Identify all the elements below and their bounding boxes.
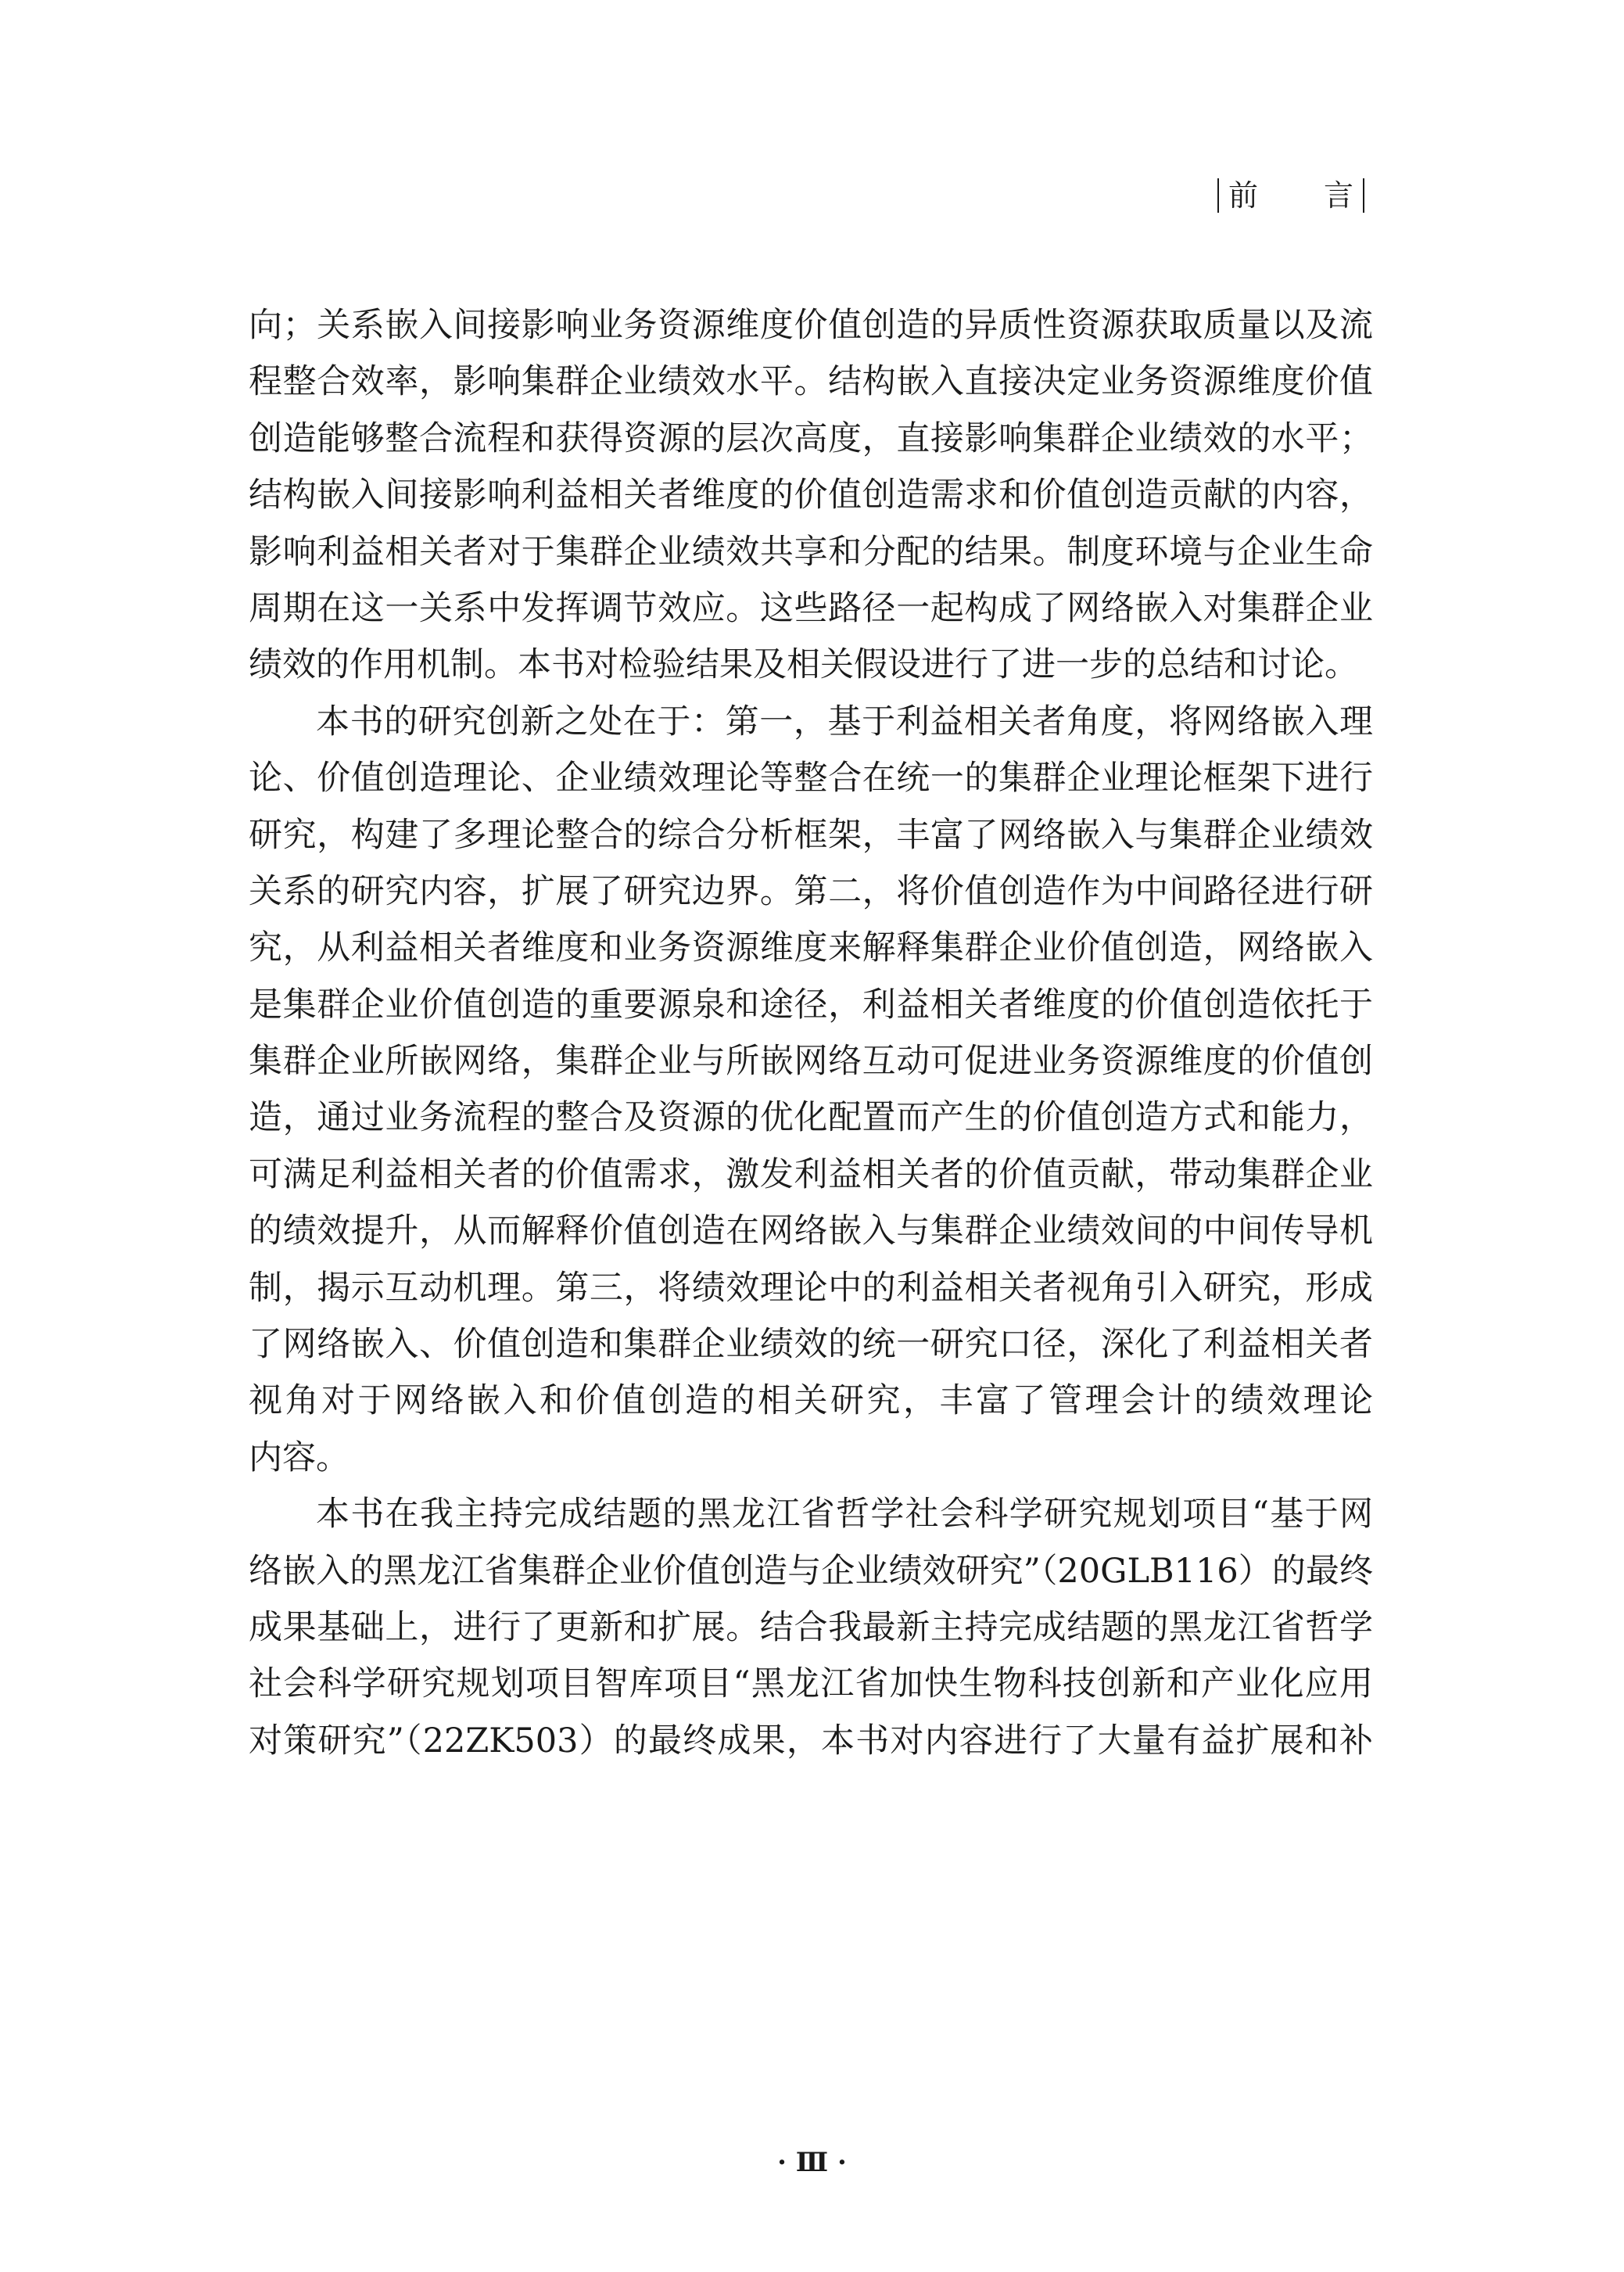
text-line: 向；关系嵌入间接影响业务资源维度价值创造的异质性资源获取质量以及流 [249,306,1373,345]
text-line: 内容。 [249,1437,350,1477]
text-line: 制，揭示互动机理。第三，将绩效理论中的利益相关者视角引入研究，形成 [249,1268,1373,1308]
running-header [1217,174,1364,217]
text-line: 社会科学研究规划项目智库项目“黑龙江省加快生物科技创新和产业化应用 [249,1664,1373,1704]
paragraph [249,1486,1373,1769]
text-line: 影响利益相关者对于集群企业绩效共享和分配的结果。制度环境与企业生命 [249,532,1373,572]
text-line: 可满足利益相关者的价值需求，激发利益相关者的价值贡献，带动集群企业 [249,1154,1373,1194]
text-line: 本书的研究创新之处在于：第一，基于利益相关者角度，将网络嵌入理 [316,702,1373,741]
text-line: 造，通过业务流程的整合及资源的优化配置而产生的价值创造方式和能力， [249,1098,1373,1138]
text-line: 研究，构建了多理论整合的综合分析框架，丰富了网络嵌入与集群企业绩效 [249,815,1373,855]
text-line: 创造能够整合流程和获得资源的层次高度，直接影响集群企业绩效的水平； [249,418,1373,458]
text-line: 的绩效提升，从而解释价值创造在网络嵌入与集群企业绩效间的中间传导机 [249,1211,1373,1251]
header-right-rule [1363,178,1364,213]
text-line: 了网络嵌入、价值创造和集群企业绩效的统一研究口径，深化了利益相关者 [249,1325,1373,1365]
text-line: 关系的研究内容，扩展了研究边界。第二，将价值创造作为中间路径进行研 [249,871,1373,911]
text-line: 周期在这一关系中发挥调节效应。这些路径一起构成了网络嵌入对集群企业 [249,588,1373,628]
text-line: 程整合效率，影响集群企业绩效水平。结构嵌入直接决定业务资源维度价值 [249,362,1373,402]
text-line: 对策研究”（22ZK503）的最终成果，本书对内容进行了大量有益扩展和补 [249,1721,1373,1761]
text-line: 成果基础上，进行了更新和扩展。结合我最新主持完成结题的黑龙江省哲学 [249,1607,1373,1647]
paragraph [249,694,1373,1486]
header-title: 前 言 [1228,178,1353,213]
page-number: · Ⅲ · [777,2147,847,2178]
text-line: 本书在我主持完成结题的黑龙江省哲学社会科学研究规划项目“基于网 [316,1495,1373,1534]
text-line: 络嵌入的黑龙江省集群企业价值创造与企业绩效研究”（20GLB116）的最终 [249,1551,1373,1591]
text-line: 绩效的作用机制。本书对检验结果及相关假设进行了进一步的总结和讨论。 [249,645,1358,685]
text-line: 集群企业所嵌网络，集群企业与所嵌网络互动可促进业务资源维度的价值创 [249,1042,1373,1082]
body-text [249,297,1373,1769]
text-line: 视角对于网络嵌入和价值创造的相关研究，丰富了管理会计的绩效理论 [249,1381,1373,1421]
text-line: 是集群企业价值创造的重要源泉和途径，利益相关者维度的价值创造依托于 [249,985,1373,1025]
text-line: 究，从利益相关者维度和业务资源维度来解释集群企业价值创造，网络嵌入 [249,928,1373,968]
paragraph [249,297,1373,694]
text-line: 论、价值创造理论、企业绩效理论等整合在统一的集群企业理论框架下进行 [249,759,1373,799]
text-line: 结构嵌入间接影响利益相关者维度的价值创造需求和价值创造贡献的内容， [249,476,1373,515]
